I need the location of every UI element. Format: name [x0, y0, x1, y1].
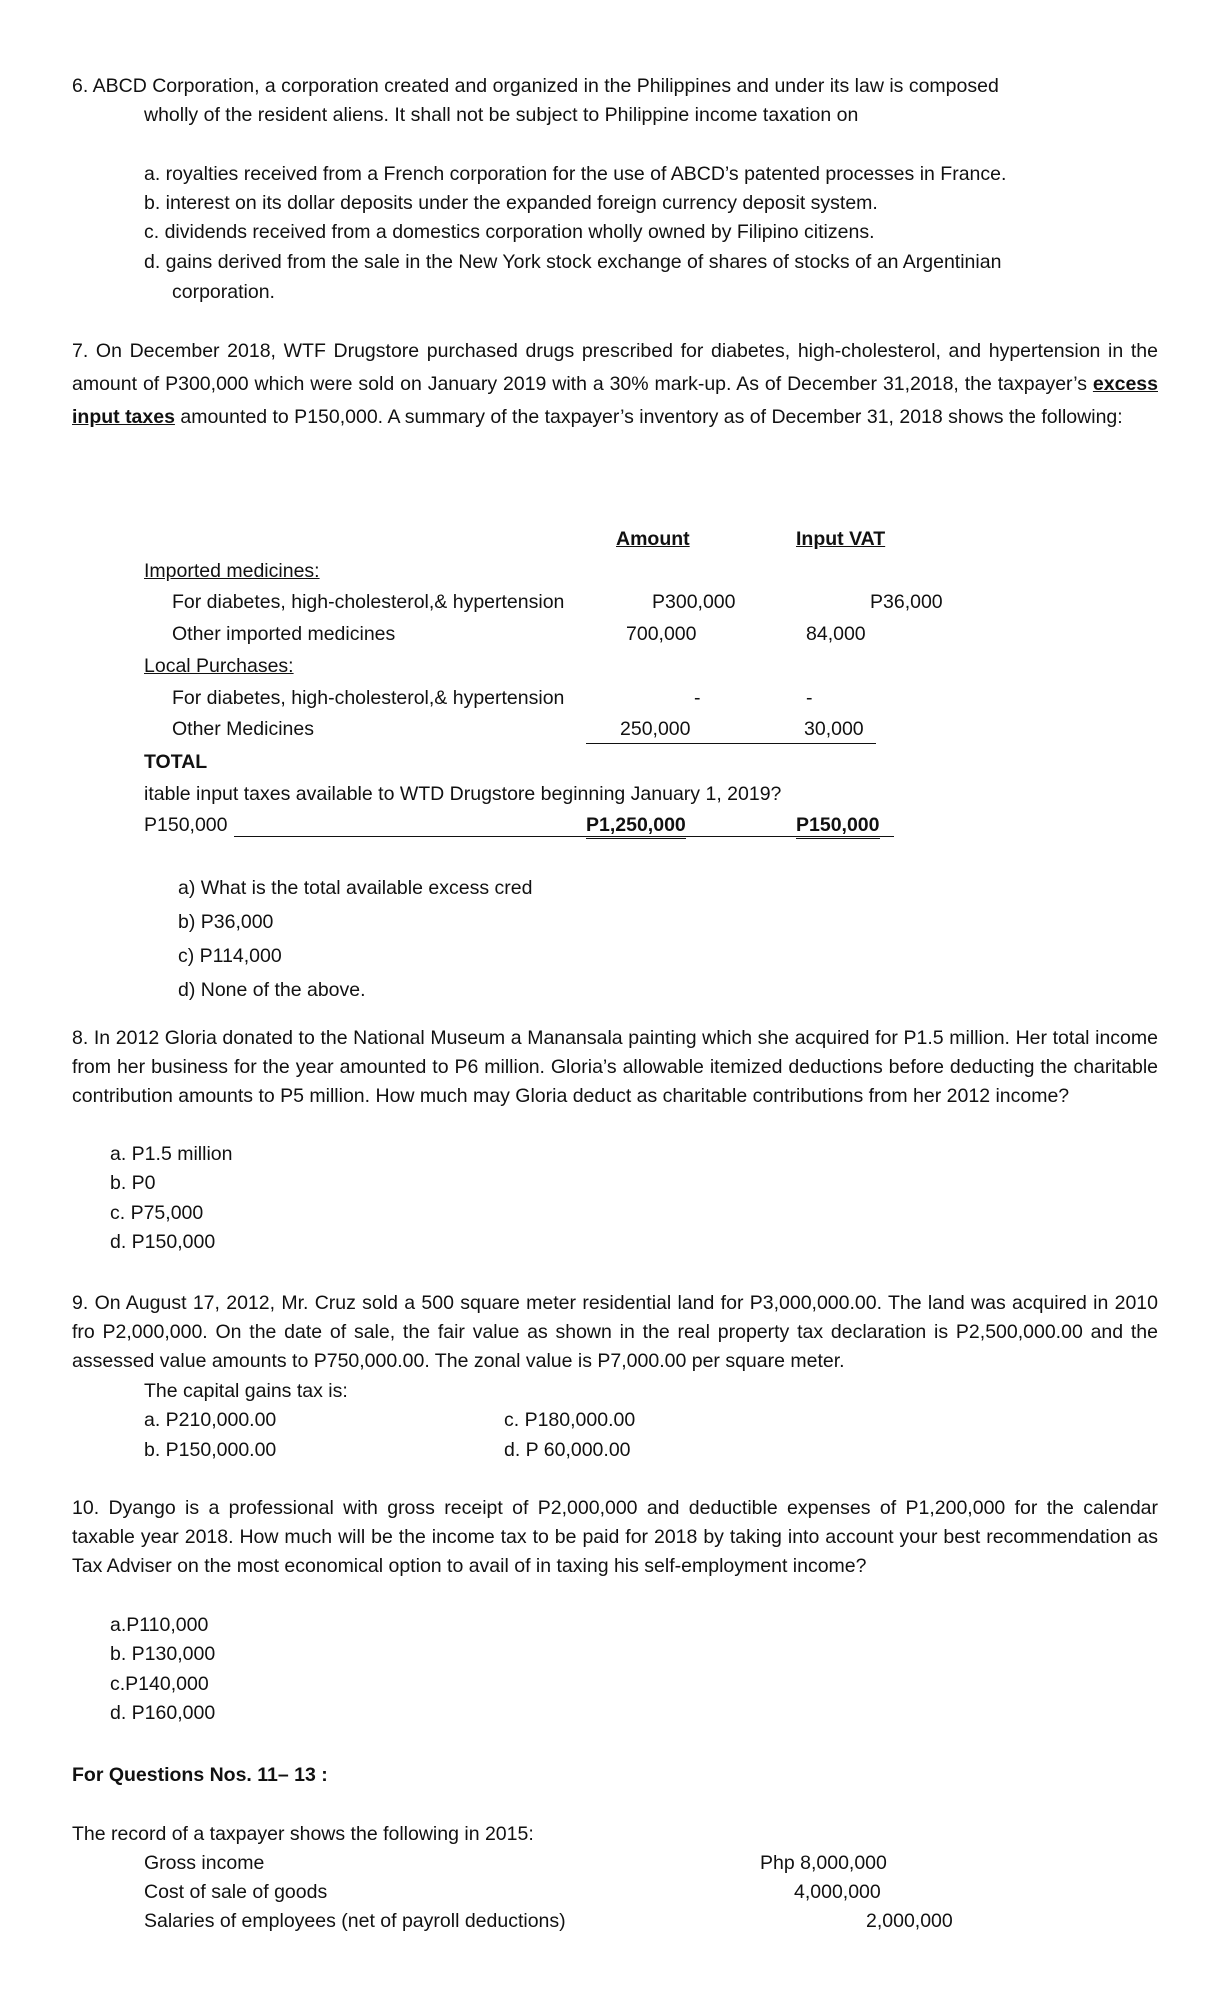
q8-stem: 8. In 2012 Gloria donated to the National Museum a Manansala painting which she acquired for P1.5 million. Her total income from her business for the year amounted to P6 million. Gloria’s allowable itemized deductions before deducting the charitable contribution amounts to P5 million. How much may Gloria deduct as charitable contributions from her 2012 income? [72, 1027, 1158, 1107]
q11-13-heading: For Questions Nos. 11– 13 : [72, 1764, 328, 1786]
col-header-amount: Amount [616, 528, 690, 550]
row4-vat: 30,000 [804, 718, 864, 740]
q7-question-line: itable input taxes available to WTD Drugstore beginning January 1, 2019? [144, 783, 782, 805]
row3-vat: - [806, 687, 813, 709]
row2-vat: 84,000 [806, 623, 866, 645]
row4-label: Other Medicines [172, 718, 314, 740]
imported-medicines-header: Imported medicines: [144, 560, 320, 582]
q6-option-a: a. royalties received from a French corporation for the use of ABCD’s patented processes in France. [144, 163, 1007, 185]
q6-option-c: c. dividends received from a domestics corporation wholly owned by Filipino citizens. [144, 221, 875, 243]
q10-option-a: a.P110,000 [110, 1614, 209, 1636]
record-cost-of-sales-label: Cost of sale of goods [144, 1881, 328, 1903]
q9-option-d: d. P 60,000.00 [504, 1439, 631, 1461]
q10-stem: 10. Dyango is a professional with gross receipt of P2,000,000 and deductible expenses of P1,200,000 for the calendar taxable year 2018. How much will be the income tax to be paid for 2018 by taking into account your best recommendation as Tax Adviser on the most economical option to avail of in taxing his self-employment income? [72, 1497, 1158, 1577]
answer-left: P150,000 [144, 814, 228, 836]
total-amount-value: P1,250,000 [586, 814, 686, 839]
q9-option-a: a. P210,000.00 [144, 1409, 277, 1431]
record-cost-of-sales-value: 4,000,000 [794, 1881, 881, 1903]
q9-option-b: b. P150,000.00 [144, 1439, 277, 1461]
q6-stem-cont: wholly of the resident aliens. It shall not be subject to Philippine income taxation on [144, 104, 859, 126]
row3-amount: - [694, 687, 701, 709]
q10-option-c: c.P140,000 [110, 1673, 209, 1695]
record-salaries-value: 2,000,000 [866, 1910, 953, 1932]
total-vat [796, 811, 880, 840]
q7-option-a: a) What is the total available excess cred [178, 877, 533, 899]
q7-stem [72, 335, 1158, 434]
q9-stem: 9. On August 17, 2012, Mr. Cruz sold a 500 square meter residential land for P3,000,000.00. The land was acquired in 2010 fro P2,000,000. On the date of sale, the fair value as shown in the real property tax declaration is P2,500,000.00 and the assessed value amounts to P750,000.00. The zonal value is P7,000.00 per square meter. [72, 1292, 1158, 1372]
q8-option-d: d. P150,000 [110, 1231, 216, 1253]
q8-option-a: a. P1.5 million [110, 1143, 233, 1165]
local-purchases-header: Local Purchases: [144, 655, 294, 677]
q7-option-c: c) P114,000 [178, 945, 282, 967]
q7-option-b: b) P36,000 [178, 911, 274, 933]
q8-option-b: b. P0 [110, 1172, 156, 1194]
row1-vat: P36,000 [870, 591, 943, 613]
q10-option-b: b. P130,000 [110, 1643, 216, 1665]
row1-amount: P300,000 [652, 591, 736, 613]
q6-option-d-cont: corporation. [172, 281, 275, 303]
record-gross-income-value: Php 8,000,000 [760, 1852, 887, 1874]
row3-label: For diabetes, high-cholesterol,& hypertension [172, 687, 565, 709]
q7-option-d: d) None of the above. [178, 979, 366, 1001]
col-header-input-vat: Input VAT [796, 528, 886, 550]
q6-option-d: d. gains derived from the sale in the New York stock exchange of shares of stocks of an Argentinian [144, 251, 1002, 273]
total-underline [234, 836, 894, 837]
q11-intro: The record of a taxpayer shows the following in 2015: [72, 1823, 534, 1845]
q10-option-d: d. P160,000 [110, 1702, 216, 1724]
q6-stem: 6. ABCD Corporation, a corporation created and organized in the Philippines and under its law is composed [72, 75, 999, 97]
q7-emphasis: excess input taxes [72, 373, 1158, 428]
row2-amount: 700,000 [626, 623, 697, 645]
total-amount [586, 811, 686, 840]
row1-label: For diabetes, high-cholesterol,& hypertension [172, 591, 565, 613]
q7-text-after: amounted to P150,000. A summary of the taxpayer’s inventory as of December 31, 2018 shows the following: [174, 406, 1123, 428]
q9-stem-cont: The capital gains tax is: [144, 1380, 348, 1402]
q7-text-before: 7. On December 2018, WTF Drugstore purchased drugs prescribed for diabetes, high-cholesterol, and hypertension in the amount of P300,000 which were sold on January 2019 with a 30% mark-up. As of December 31,2018, the taxpayer’s [72, 340, 1158, 395]
record-gross-income-label: Gross income [144, 1852, 265, 1874]
total-label: TOTAL [144, 751, 208, 773]
record-salaries-label: Salaries of employees (net of payroll deductions) [144, 1910, 566, 1932]
total-vat-value: P150,000 [796, 814, 880, 839]
q8-option-c: c. P75,000 [110, 1202, 204, 1224]
row4-amount: 250,000 [620, 718, 691, 740]
subtotal-rule [586, 743, 876, 744]
q9-option-c: c. P180,000.00 [504, 1409, 636, 1431]
row2-label: Other imported medicines [172, 623, 396, 645]
q6-option-b: b. interest on its dollar deposits under the expanded foreign currency deposit system. [144, 192, 878, 214]
